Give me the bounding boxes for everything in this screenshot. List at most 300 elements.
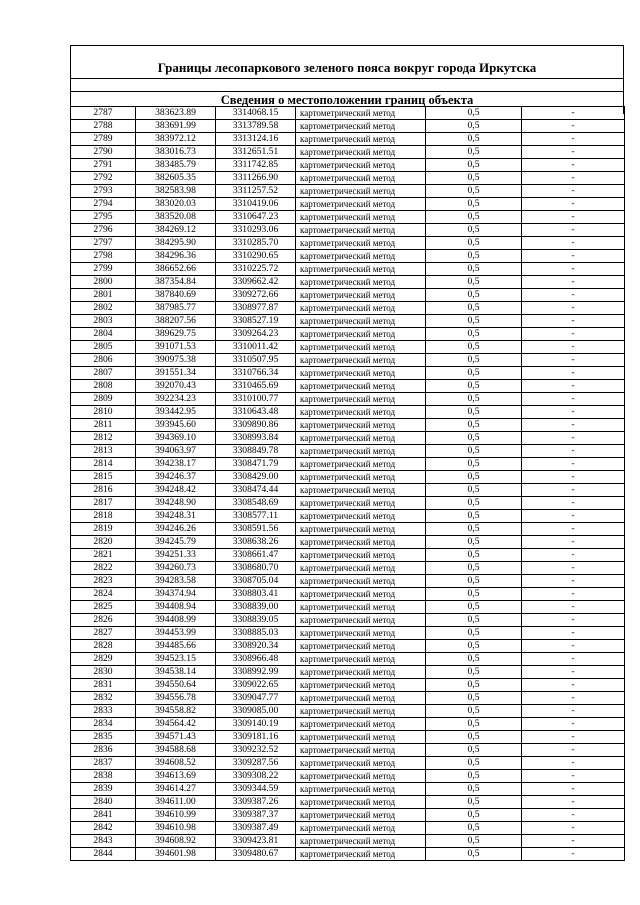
coordinate-x-cell: 394611.00 [136, 796, 216, 809]
point-number-cell: 2840 [71, 796, 136, 809]
coordinate-y-cell: 3308993.84 [216, 432, 296, 445]
coordinate-y-cell: 3310225.72 [216, 263, 296, 276]
point-number-cell: 2790 [71, 146, 136, 159]
coordinate-x-cell: 390975.38 [136, 354, 216, 367]
method-cell: картометрический метод [296, 341, 426, 354]
table-row [71, 718, 625, 731]
coordinate-y-cell: 3308977.87 [216, 302, 296, 315]
note-cell: - [522, 484, 625, 497]
table-row [71, 783, 625, 796]
method-cell: картометрический метод [296, 718, 426, 731]
accuracy-cell: 0,5 [426, 718, 522, 731]
coordinate-x-cell: 394485.66 [136, 640, 216, 653]
accuracy-cell: 0,5 [426, 627, 522, 640]
coordinate-y-cell: 3310290.65 [216, 250, 296, 263]
accuracy-cell: 0,5 [426, 575, 522, 588]
point-number-cell: 2827 [71, 627, 136, 640]
accuracy-cell: 0,5 [426, 471, 522, 484]
point-number-cell: 2830 [71, 666, 136, 679]
document-header [70, 45, 624, 114]
accuracy-cell: 0,5 [426, 354, 522, 367]
note-cell: - [522, 432, 625, 445]
coordinate-y-cell: 3310647.23 [216, 211, 296, 224]
coordinate-x-cell: 394453.99 [136, 627, 216, 640]
table-row [71, 601, 625, 614]
accuracy-cell: 0,5 [426, 198, 522, 211]
coordinate-y-cell: 3308992.99 [216, 666, 296, 679]
coordinate-y-cell: 3309308.22 [216, 770, 296, 783]
table-row [71, 159, 625, 172]
note-cell: - [522, 796, 625, 809]
coordinate-y-cell: 3309387.26 [216, 796, 296, 809]
method-cell: картометрический метод [296, 471, 426, 484]
point-number-cell: 2843 [71, 835, 136, 848]
point-number-cell: 2809 [71, 393, 136, 406]
method-cell: картометрический метод [296, 367, 426, 380]
note-cell: - [522, 198, 625, 211]
method-cell: картометрический метод [296, 809, 426, 822]
subtitle-divider [71, 91, 623, 92]
point-number-cell: 2814 [71, 458, 136, 471]
method-cell: картометрический метод [296, 276, 426, 289]
accuracy-cell: 0,5 [426, 133, 522, 146]
method-cell: картометрический метод [296, 263, 426, 276]
note-cell: - [522, 770, 625, 783]
point-number-cell: 2787 [71, 107, 136, 120]
point-number-cell: 2810 [71, 406, 136, 419]
coordinate-x-cell: 391551.34 [136, 367, 216, 380]
point-number-cell: 2824 [71, 588, 136, 601]
note-cell: - [522, 120, 625, 133]
method-cell: картометрический метод [296, 406, 426, 419]
coordinate-y-cell: 3308803.41 [216, 588, 296, 601]
note-cell: - [522, 185, 625, 198]
point-number-cell: 2823 [71, 575, 136, 588]
table-row [71, 380, 625, 393]
point-number-cell: 2822 [71, 562, 136, 575]
note-cell: - [522, 393, 625, 406]
coordinate-x-cell: 383623.89 [136, 107, 216, 120]
coordinate-y-cell: 3311266.90 [216, 172, 296, 185]
table-row [71, 497, 625, 510]
coordinate-x-cell: 394538.14 [136, 666, 216, 679]
table-row [71, 419, 625, 432]
method-cell: картометрический метод [296, 315, 426, 328]
table-row [71, 835, 625, 848]
method-cell: картометрический метод [296, 692, 426, 705]
accuracy-cell: 0,5 [426, 302, 522, 315]
coordinate-y-cell: 3310766.34 [216, 367, 296, 380]
coordinate-y-cell: 3310100.77 [216, 393, 296, 406]
accuracy-cell: 0,5 [426, 562, 522, 575]
table-row [71, 757, 625, 770]
table-row [71, 627, 625, 640]
point-number-cell: 2832 [71, 692, 136, 705]
table-row [71, 458, 625, 471]
point-number-cell: 2834 [71, 718, 136, 731]
table-row [71, 562, 625, 575]
table-row [71, 263, 625, 276]
accuracy-cell: 0,5 [426, 549, 522, 562]
point-number-cell: 2835 [71, 731, 136, 744]
method-cell: картометрический метод [296, 588, 426, 601]
method-cell: картометрический метод [296, 653, 426, 666]
table-row [71, 640, 625, 653]
table-row [71, 211, 625, 224]
note-cell: - [522, 653, 625, 666]
table-row [71, 432, 625, 445]
accuracy-cell: 0,5 [426, 393, 522, 406]
accuracy-cell: 0,5 [426, 484, 522, 497]
method-cell: картометрический метод [296, 640, 426, 653]
table-row [71, 107, 625, 120]
coordinate-x-cell: 394283.58 [136, 575, 216, 588]
method-cell: картометрический метод [296, 549, 426, 562]
point-number-cell: 2820 [71, 536, 136, 549]
coordinate-y-cell: 3309890.86 [216, 419, 296, 432]
accuracy-cell: 0,5 [426, 796, 522, 809]
accuracy-cell: 0,5 [426, 757, 522, 770]
coordinate-y-cell: 3308429.00 [216, 471, 296, 484]
method-cell: картометрический метод [296, 198, 426, 211]
note-cell: - [522, 549, 625, 562]
method-cell: картометрический метод [296, 354, 426, 367]
coordinate-y-cell: 3309047.77 [216, 692, 296, 705]
coordinate-x-cell: 383972.12 [136, 133, 216, 146]
coordinate-y-cell: 3309387.49 [216, 822, 296, 835]
method-cell: картометрический метод [296, 211, 426, 224]
accuracy-cell: 0,5 [426, 744, 522, 757]
coordinate-y-cell: 3310293.06 [216, 224, 296, 237]
accuracy-cell: 0,5 [426, 276, 522, 289]
coordinate-y-cell: 3309287.56 [216, 757, 296, 770]
point-number-cell: 2819 [71, 523, 136, 536]
note-cell: - [522, 731, 625, 744]
accuracy-cell: 0,5 [426, 341, 522, 354]
coordinate-y-cell: 3309423.81 [216, 835, 296, 848]
coordinate-x-cell: 387840.69 [136, 289, 216, 302]
section-title: Сведения о местоположении границ объекта [220, 93, 474, 107]
note-cell: - [522, 250, 625, 263]
coordinate-y-cell: 3312651.51 [216, 146, 296, 159]
coordinate-x-cell: 394248.42 [136, 484, 216, 497]
table-row [71, 809, 625, 822]
point-number-cell: 2815 [71, 471, 136, 484]
table-row [71, 354, 625, 367]
note-cell: - [522, 380, 625, 393]
accuracy-cell: 0,5 [426, 614, 522, 627]
method-cell: картометрический метод [296, 835, 426, 848]
table-row [71, 133, 625, 146]
point-number-cell: 2829 [71, 653, 136, 666]
point-number-cell: 2833 [71, 705, 136, 718]
point-number-cell: 2788 [71, 120, 136, 133]
coordinate-x-cell: 394251.33 [136, 549, 216, 562]
coordinate-x-cell: 383020.03 [136, 198, 216, 211]
coordinate-x-cell: 383016.73 [136, 146, 216, 159]
accuracy-cell: 0,5 [426, 120, 522, 133]
accuracy-cell: 0,5 [426, 653, 522, 666]
table-row [71, 302, 625, 315]
table-row [71, 848, 625, 861]
note-cell: - [522, 263, 625, 276]
point-number-cell: 2831 [71, 679, 136, 692]
table-row [71, 484, 625, 497]
note-cell: - [522, 133, 625, 146]
note-cell: - [522, 562, 625, 575]
accuracy-cell: 0,5 [426, 432, 522, 445]
point-number-cell: 2802 [71, 302, 136, 315]
table-row [71, 536, 625, 549]
accuracy-cell: 0,5 [426, 289, 522, 302]
point-number-cell: 2807 [71, 367, 136, 380]
method-cell: картометрический метод [296, 172, 426, 185]
note-cell: - [522, 458, 625, 471]
table-row [71, 588, 625, 601]
method-cell: картометрический метод [296, 783, 426, 796]
accuracy-cell: 0,5 [426, 848, 522, 861]
coordinate-x-cell: 394523.15 [136, 653, 216, 666]
coordinate-x-cell: 384269.12 [136, 224, 216, 237]
table-row [71, 146, 625, 159]
coordinate-y-cell: 3309022.65 [216, 679, 296, 692]
accuracy-cell: 0,5 [426, 172, 522, 185]
coordinate-y-cell: 3310465.69 [216, 380, 296, 393]
note-cell: - [522, 835, 625, 848]
coordinate-x-cell: 394614.27 [136, 783, 216, 796]
method-cell: картометрический метод [296, 484, 426, 497]
coordinate-x-cell: 382583.98 [136, 185, 216, 198]
accuracy-cell: 0,5 [426, 835, 522, 848]
point-number-cell: 2828 [71, 640, 136, 653]
coordinate-y-cell: 3309344.59 [216, 783, 296, 796]
point-number-cell: 2793 [71, 185, 136, 198]
table-row [71, 679, 625, 692]
coordinate-y-cell: 3308839.05 [216, 614, 296, 627]
note-cell: - [522, 744, 625, 757]
table-row [71, 185, 625, 198]
point-number-cell: 2792 [71, 172, 136, 185]
coordinate-x-cell: 394550.64 [136, 679, 216, 692]
coordinate-x-cell: 388207.56 [136, 315, 216, 328]
table-row [71, 614, 625, 627]
coordinate-y-cell: 3308849.78 [216, 445, 296, 458]
accuracy-cell: 0,5 [426, 367, 522, 380]
coordinate-x-cell: 394610.99 [136, 809, 216, 822]
method-cell: картометрический метод [296, 705, 426, 718]
method-cell: картометрический метод [296, 627, 426, 640]
point-number-cell: 2797 [71, 237, 136, 250]
coordinate-x-cell: 394601.98 [136, 848, 216, 861]
table-row [71, 796, 625, 809]
point-number-cell: 2837 [71, 757, 136, 770]
coordinate-y-cell: 3308471.79 [216, 458, 296, 471]
table-row [71, 328, 625, 341]
point-number-cell: 2838 [71, 770, 136, 783]
accuracy-cell: 0,5 [426, 822, 522, 835]
coordinate-x-cell: 394260.73 [136, 562, 216, 575]
coordinate-y-cell: 3310285.70 [216, 237, 296, 250]
method-cell: картометрический метод [296, 445, 426, 458]
coordinate-y-cell: 3308638.26 [216, 536, 296, 549]
point-number-cell: 2825 [71, 601, 136, 614]
table-row [71, 666, 625, 679]
point-number-cell: 2804 [71, 328, 136, 341]
coordinate-x-cell: 386652.66 [136, 263, 216, 276]
table-row [71, 276, 625, 289]
header-divider [71, 78, 623, 79]
note-cell: - [522, 614, 625, 627]
note-cell: - [522, 705, 625, 718]
note-cell: - [522, 211, 625, 224]
table-row [71, 523, 625, 536]
method-cell: картометрический метод [296, 237, 426, 250]
note-cell: - [522, 146, 625, 159]
method-cell: картометрический метод [296, 614, 426, 627]
note-cell: - [522, 679, 625, 692]
table-row [71, 575, 625, 588]
coordinate-y-cell: 3309272.66 [216, 289, 296, 302]
table-row [71, 549, 625, 562]
accuracy-cell: 0,5 [426, 770, 522, 783]
method-cell: картометрический метод [296, 224, 426, 237]
coordinate-y-cell: 3310011.42 [216, 341, 296, 354]
coordinate-x-cell: 394248.31 [136, 510, 216, 523]
accuracy-cell: 0,5 [426, 666, 522, 679]
point-number-cell: 2839 [71, 783, 136, 796]
method-cell: картометрический метод [296, 848, 426, 861]
note-cell: - [522, 172, 625, 185]
coordinate-y-cell: 3308839.00 [216, 601, 296, 614]
coordinate-y-cell: 3310643.48 [216, 406, 296, 419]
coordinate-x-cell: 389629.75 [136, 328, 216, 341]
method-cell: картометрический метод [296, 432, 426, 445]
method-cell: картометрический метод [296, 250, 426, 263]
note-cell: - [522, 718, 625, 731]
coordinate-x-cell: 394369.10 [136, 432, 216, 445]
accuracy-cell: 0,5 [426, 250, 522, 263]
accuracy-cell: 0,5 [426, 263, 522, 276]
coordinate-x-cell: 383520.08 [136, 211, 216, 224]
note-cell: - [522, 575, 625, 588]
point-number-cell: 2806 [71, 354, 136, 367]
method-cell: картометрический метод [296, 601, 426, 614]
note-cell: - [522, 419, 625, 432]
note-cell: - [522, 536, 625, 549]
coordinate-y-cell: 3309264.23 [216, 328, 296, 341]
point-number-cell: 2826 [71, 614, 136, 627]
method-cell: картометрический метод [296, 744, 426, 757]
accuracy-cell: 0,5 [426, 510, 522, 523]
point-number-cell: 2798 [71, 250, 136, 263]
note-cell: - [522, 783, 625, 796]
accuracy-cell: 0,5 [426, 237, 522, 250]
coordinate-y-cell: 3308705.04 [216, 575, 296, 588]
table-row [71, 822, 625, 835]
table-row [71, 172, 625, 185]
table-row [71, 120, 625, 133]
table-row [71, 744, 625, 757]
coordinate-y-cell: 3308577.11 [216, 510, 296, 523]
coordinate-x-cell: 394558.82 [136, 705, 216, 718]
point-number-cell: 2811 [71, 419, 136, 432]
table-row [71, 705, 625, 718]
method-cell: картометрический метод [296, 770, 426, 783]
method-cell: картометрический метод [296, 107, 426, 120]
coordinates-table [70, 106, 625, 861]
point-number-cell: 2841 [71, 809, 136, 822]
coordinate-x-cell: 394564.42 [136, 718, 216, 731]
note-cell: - [522, 354, 625, 367]
coordinate-x-cell: 394588.68 [136, 744, 216, 757]
method-cell: картометрический метод [296, 497, 426, 510]
point-number-cell: 2842 [71, 822, 136, 835]
accuracy-cell: 0,5 [426, 328, 522, 341]
coordinate-y-cell: 3308661.47 [216, 549, 296, 562]
note-cell: - [522, 666, 625, 679]
point-number-cell: 2791 [71, 159, 136, 172]
note-cell: - [522, 237, 625, 250]
table-row [71, 510, 625, 523]
method-cell: картометрический метод [296, 393, 426, 406]
point-number-cell: 2805 [71, 341, 136, 354]
coordinate-x-cell: 392234.23 [136, 393, 216, 406]
coordinate-y-cell: 3309662.42 [216, 276, 296, 289]
accuracy-cell: 0,5 [426, 692, 522, 705]
point-number-cell: 2844 [71, 848, 136, 861]
note-cell: - [522, 289, 625, 302]
table-row [71, 198, 625, 211]
accuracy-cell: 0,5 [426, 315, 522, 328]
accuracy-cell: 0,5 [426, 640, 522, 653]
note-cell: - [522, 757, 625, 770]
coordinate-x-cell: 384296.36 [136, 250, 216, 263]
accuracy-cell: 0,5 [426, 406, 522, 419]
coordinate-x-cell: 394246.37 [136, 471, 216, 484]
accuracy-cell: 0,5 [426, 497, 522, 510]
point-number-cell: 2812 [71, 432, 136, 445]
accuracy-cell: 0,5 [426, 679, 522, 692]
table-row [71, 445, 625, 458]
method-cell: картометрический метод [296, 731, 426, 744]
point-number-cell: 2794 [71, 198, 136, 211]
accuracy-cell: 0,5 [426, 783, 522, 796]
accuracy-cell: 0,5 [426, 809, 522, 822]
accuracy-cell: 0,5 [426, 536, 522, 549]
table-row [71, 289, 625, 302]
method-cell: картометрический метод [296, 380, 426, 393]
point-number-cell: 2799 [71, 263, 136, 276]
note-cell: - [522, 523, 625, 536]
method-cell: картометрический метод [296, 679, 426, 692]
coordinate-y-cell: 3309480.67 [216, 848, 296, 861]
coordinates-table-body [71, 107, 625, 861]
coordinate-x-cell: 394556.78 [136, 692, 216, 705]
table-row [71, 341, 625, 354]
coordinate-x-cell: 387985.77 [136, 302, 216, 315]
coordinate-x-cell: 394408.94 [136, 601, 216, 614]
accuracy-cell: 0,5 [426, 224, 522, 237]
method-cell: картометрический метод [296, 822, 426, 835]
note-cell: - [522, 471, 625, 484]
coordinate-x-cell: 383691.99 [136, 120, 216, 133]
table-row [71, 471, 625, 484]
table-row [71, 315, 625, 328]
method-cell: картометрический метод [296, 666, 426, 679]
point-number-cell: 2836 [71, 744, 136, 757]
coordinate-x-cell: 394248.90 [136, 497, 216, 510]
method-cell: картометрический метод [296, 328, 426, 341]
